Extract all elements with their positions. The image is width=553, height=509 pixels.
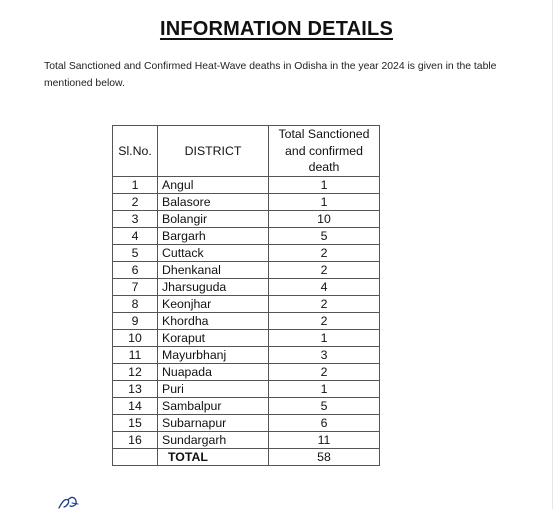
header-total-deaths-line1: Total Sanctioned — [278, 127, 370, 141]
row-deaths: 11 — [269, 431, 380, 448]
row-district: Sundargarh — [158, 431, 269, 448]
table-row — [113, 414, 380, 431]
row-district: Subarnapur — [158, 414, 269, 431]
table-row — [113, 295, 380, 312]
row-sl-no: 3 — [113, 210, 158, 227]
row-district: Puri — [158, 380, 269, 397]
row-sl-no: 10 — [113, 329, 158, 346]
table-row — [113, 278, 380, 295]
row-district: Jharsuguda — [158, 278, 269, 295]
row-sl-no: 15 — [113, 414, 158, 431]
row-deaths: 5 — [269, 397, 380, 414]
table-row — [113, 312, 380, 329]
table-row — [113, 193, 380, 210]
row-deaths: 3 — [269, 346, 380, 363]
row-deaths: 2 — [269, 295, 380, 312]
row-district: Keonjhar — [158, 295, 269, 312]
row-sl-no: 4 — [113, 227, 158, 244]
header-sl-no: Sl.No. — [113, 126, 158, 177]
table-row — [113, 346, 380, 363]
table-header-row — [113, 126, 380, 177]
row-sl-no: 2 — [113, 193, 158, 210]
row-sl-no: 8 — [113, 295, 158, 312]
row-sl-no: 5 — [113, 244, 158, 261]
table-row — [113, 329, 380, 346]
row-deaths: 1 — [269, 329, 380, 346]
total-label-cell — [158, 448, 269, 465]
table-row — [113, 244, 380, 261]
table-row — [113, 227, 380, 244]
row-sl-no: 1 — [113, 176, 158, 193]
table-body — [113, 176, 380, 448]
row-deaths: 2 — [269, 261, 380, 278]
row-district: Dhenkanal — [158, 261, 269, 278]
table-total-row — [113, 448, 380, 465]
row-sl-no: 11 — [113, 346, 158, 363]
row-district: Cuttack — [158, 244, 269, 261]
row-deaths: 4 — [269, 278, 380, 295]
row-district: Sambalpur — [158, 397, 269, 414]
total-label: TOTAL — [168, 449, 208, 464]
row-deaths: 2 — [269, 244, 380, 261]
row-sl-no: 7 — [113, 278, 158, 295]
table-row — [113, 176, 380, 193]
total-sl-cell — [113, 448, 158, 465]
row-deaths: 10 — [269, 210, 380, 227]
row-deaths: 2 — [269, 312, 380, 329]
row-deaths: 5 — [269, 227, 380, 244]
row-district: Nuapada — [158, 363, 269, 380]
row-district: Khordha — [158, 312, 269, 329]
page-title-text: INFORMATION DETAILS — [159, 18, 394, 40]
row-deaths: 1 — [269, 380, 380, 397]
row-district: Angul — [158, 176, 269, 193]
row-sl-no: 14 — [113, 397, 158, 414]
row-deaths: 2 — [269, 363, 380, 380]
table-row — [113, 261, 380, 278]
signature-scribble-icon — [56, 494, 82, 509]
table-row — [113, 380, 380, 397]
row-district: Koraput — [158, 329, 269, 346]
header-total-deaths — [269, 126, 380, 177]
row-sl-no: 12 — [113, 363, 158, 380]
heatwave-deaths-table — [112, 125, 380, 466]
header-total-deaths-line2: and confirmed — [285, 143, 363, 158]
row-district: Balasore — [158, 193, 269, 210]
header-total-deaths-line3: death — [308, 160, 340, 174]
table-row — [113, 363, 380, 380]
row-deaths: 6 — [269, 414, 380, 431]
total-value-cell: 58 — [269, 448, 380, 465]
header-district: DISTRICT — [158, 126, 269, 177]
row-sl-no: 6 — [113, 261, 158, 278]
row-sl-no: 16 — [113, 431, 158, 448]
row-district: Bolangir — [158, 210, 269, 227]
page-title — [0, 18, 553, 41]
row-deaths: 1 — [269, 193, 380, 210]
row-district: Bargarh — [158, 227, 269, 244]
intro-paragraph: Total Sanctioned and Confirmed Heat-Wave deaths in Odisha in the year 2024 is given in the table mentioned below. — [44, 61, 497, 89]
row-deaths: 1 — [269, 176, 380, 193]
table-row — [113, 210, 380, 227]
table-row — [113, 397, 380, 414]
row-sl-no: 13 — [113, 380, 158, 397]
table-row — [113, 431, 380, 448]
row-district: Mayurbhanj — [158, 346, 269, 363]
row-sl-no: 9 — [113, 312, 158, 329]
